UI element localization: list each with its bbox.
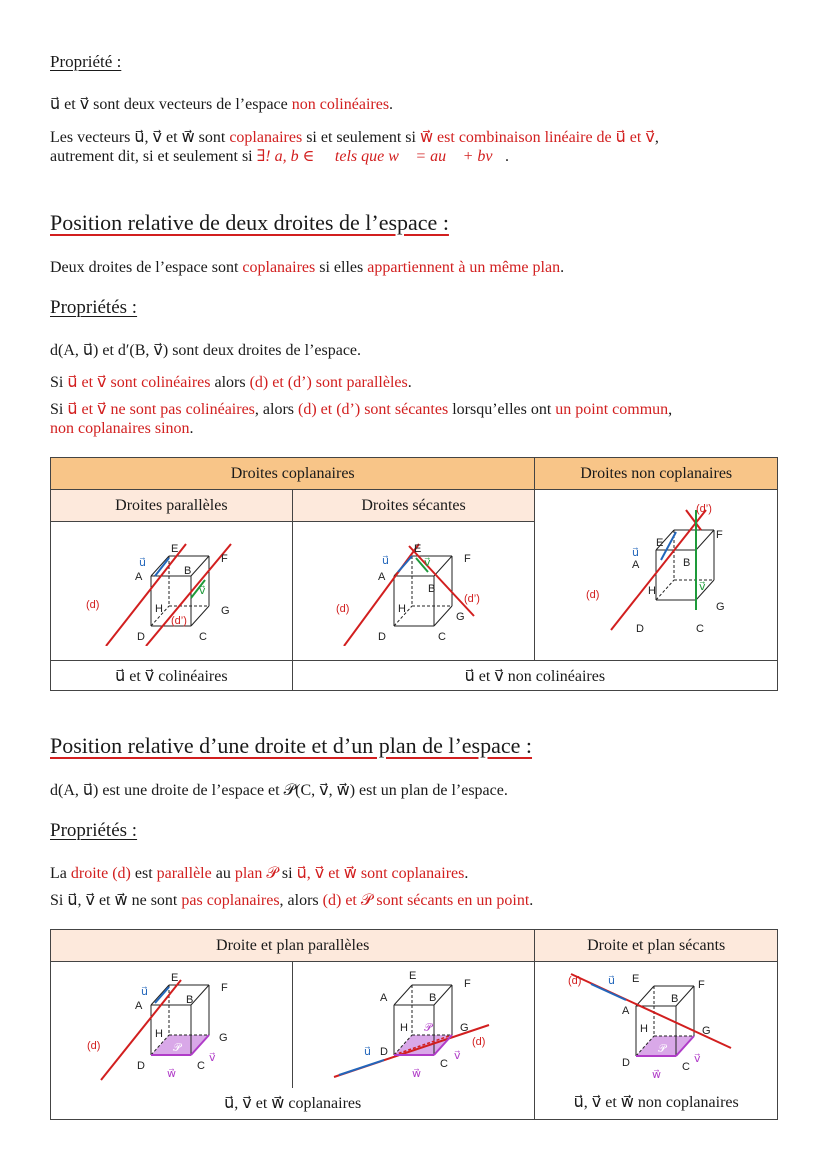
cell-plane-parallel-1 xyxy=(51,962,293,1088)
label-v: v⃗ xyxy=(199,585,206,598)
label-u: u⃗ xyxy=(363,1045,371,1058)
label-v: v⃗ xyxy=(209,1051,216,1064)
plane-table xyxy=(50,929,778,1120)
label-B: B xyxy=(683,557,691,569)
label-H: H xyxy=(155,603,164,616)
header-noncoplanar: Droites non coplanaires xyxy=(535,458,778,490)
caption-coplanar: u⃗, v⃗ et w⃗ coplanaires xyxy=(51,1088,535,1120)
label-dp: (d’) xyxy=(463,593,480,606)
text-line: Si u⃗ et v⃗ ne sont pas colinéaires, alors (d) et (d’) sont sécantes lorsqu’elles ont un point commun, xyxy=(50,401,673,418)
cell-noncoplanar xyxy=(535,490,778,661)
label-v: v⃗ xyxy=(699,581,706,593)
label-w: w⃗ xyxy=(652,1068,662,1081)
label-E: E xyxy=(408,969,416,982)
cell-parallel xyxy=(51,522,293,661)
section-title: Position relative d’une droite et d’un plan de l’espace : xyxy=(50,733,533,758)
cell-plane-parallel-2 xyxy=(292,962,535,1088)
label-D: D xyxy=(622,1056,631,1069)
label-E: E xyxy=(171,971,179,984)
label-H: H xyxy=(640,1022,649,1035)
label-d: (d) xyxy=(86,599,100,612)
label-d: (d) xyxy=(568,974,582,987)
label-A: A xyxy=(135,571,143,584)
label-F: F xyxy=(698,978,705,991)
text-line: d(A, u⃗) est une droite de l’espace et 𝒫(C, v⃗, w⃗) est un plan de l’espace. xyxy=(50,782,508,799)
label-E: E xyxy=(656,537,664,549)
text-line: autrement dit, si et seulement si ∃! a, b ∈ ℝ tels que w⃗ = au⃗ + bv⃗. xyxy=(50,148,509,165)
label-d: (d) xyxy=(471,1035,485,1048)
figure-plane-parallel-2 xyxy=(314,965,514,1085)
label-u: u⃗ xyxy=(139,557,147,570)
label-G: G xyxy=(219,1031,228,1044)
label-P: 𝒫 xyxy=(173,1041,182,1054)
label-C: C xyxy=(696,623,705,635)
label-A: A xyxy=(379,991,387,1004)
label-H: H xyxy=(648,585,657,597)
label-G: G xyxy=(716,601,725,613)
caption-collinear: u⃗ et v⃗ colinéaires xyxy=(51,661,293,691)
label-G: G xyxy=(459,1021,469,1034)
cell-plane-secant xyxy=(535,962,778,1120)
label-C: C xyxy=(439,1057,448,1070)
label-D: D xyxy=(379,1045,388,1058)
label-u: u⃗ xyxy=(381,555,389,568)
figure-secant xyxy=(314,536,514,646)
label-A: A xyxy=(135,999,143,1012)
header-plane-secant: Droite et plan sécants xyxy=(535,930,778,962)
header-plane-parallel: Droite et plan parallèles xyxy=(51,930,535,962)
text-line: La droite (d) est parallèle au plan 𝒫 si u⃗, v⃗ et w⃗ sont coplanaires. xyxy=(50,865,469,882)
label-F: F xyxy=(463,977,471,990)
label-B: B xyxy=(428,991,436,1004)
text-line: Les vecteurs u⃗, v⃗ et w⃗ sont coplanaires si et seulement si w⃗ est combinaison linéaire de u⃗ et v⃗, xyxy=(50,129,659,146)
label-v: v⃗ xyxy=(453,1049,461,1062)
label-E: E xyxy=(632,972,640,985)
label-F: F xyxy=(221,981,229,994)
label-B: B xyxy=(184,565,192,578)
figure-noncoplanar xyxy=(556,490,756,660)
label-dp: (d’) xyxy=(696,503,713,515)
label-w: w⃗ xyxy=(411,1067,421,1080)
header-coplanar: Droites coplanaires xyxy=(51,458,535,490)
text-line: Deux droites de l’espace sont coplanaires si elles appartiennent à un même plan. xyxy=(50,259,565,276)
label-u: u⃗ xyxy=(632,547,640,559)
label-A: A xyxy=(377,571,385,584)
label-E: E xyxy=(171,543,179,556)
label-G: G xyxy=(221,605,230,618)
text-line: u⃗ et v⃗ sont deux vecteurs de l’espace non colinéaires. xyxy=(50,96,394,113)
label-C: C xyxy=(199,631,208,644)
label-D: D xyxy=(636,623,645,635)
label-G: G xyxy=(455,611,465,624)
section-title: Position relative de deux droites de l’espace : xyxy=(50,210,449,235)
header-parallel: Droites parallèles xyxy=(51,490,293,522)
label-P: 𝒫 xyxy=(658,1042,667,1055)
label-F: F xyxy=(463,553,471,566)
label-v: v⃗ xyxy=(423,557,431,570)
caption-noncoplanar: u⃗, v⃗ et w⃗ non coplanaires xyxy=(573,1093,739,1111)
label-B: B xyxy=(671,992,679,1005)
label-P: 𝒫 xyxy=(423,1021,432,1034)
label-H: H xyxy=(155,1027,164,1040)
figure-parallel xyxy=(71,536,271,646)
label-B: B xyxy=(427,583,435,596)
label-H: H xyxy=(397,603,406,616)
figure-plane-secant xyxy=(556,966,756,1086)
properties-title: Propriétés : xyxy=(50,297,138,318)
label-E: E xyxy=(413,543,421,556)
text-line: Si u⃗ et v⃗ sont colinéaires alors (d) et (d’) sont parallèles. xyxy=(50,374,412,391)
figure-plane-parallel-1 xyxy=(71,965,271,1085)
label-u: u⃗ xyxy=(608,974,616,987)
label-D: D xyxy=(137,631,146,644)
cell-secant xyxy=(292,522,535,661)
label-C: C xyxy=(197,1059,206,1072)
header-secant: Droites sécantes xyxy=(292,490,535,522)
label-dp: (d’) xyxy=(171,615,188,628)
label-G: G xyxy=(702,1024,711,1037)
label-d: (d) xyxy=(335,603,349,616)
label-C: C xyxy=(682,1060,691,1073)
label-d: (d) xyxy=(586,589,600,601)
text-line: Si u⃗, v⃗ et w⃗ ne sont pas coplanaires, alors (d) et 𝒫 sont sécants en un point. xyxy=(50,892,534,909)
text-line: non coplanaires sinon. xyxy=(50,420,194,437)
property-title: Propriété : xyxy=(50,52,122,71)
label-A: A xyxy=(632,559,640,571)
properties-title: Propriétés : xyxy=(50,820,138,841)
label-B: B xyxy=(186,993,194,1006)
caption-noncollinear: u⃗ et v⃗ non colinéaires xyxy=(292,661,777,691)
label-F: F xyxy=(716,529,723,541)
label-D: D xyxy=(377,631,386,644)
text-line: d(A, u⃗) et d′(B, v⃗) sont deux droites de l’espace. xyxy=(50,342,362,359)
label-u: u⃗ xyxy=(141,985,149,998)
label-w: w⃗ xyxy=(167,1067,177,1080)
label-H: H xyxy=(399,1021,408,1034)
label-F: F xyxy=(221,553,229,566)
label-D: D xyxy=(137,1059,146,1072)
label-C: C xyxy=(437,631,446,644)
lines-table xyxy=(50,457,778,691)
label-v: v⃗ xyxy=(694,1052,701,1065)
label-A: A xyxy=(622,1004,630,1017)
label-d: (d) xyxy=(87,1039,101,1052)
